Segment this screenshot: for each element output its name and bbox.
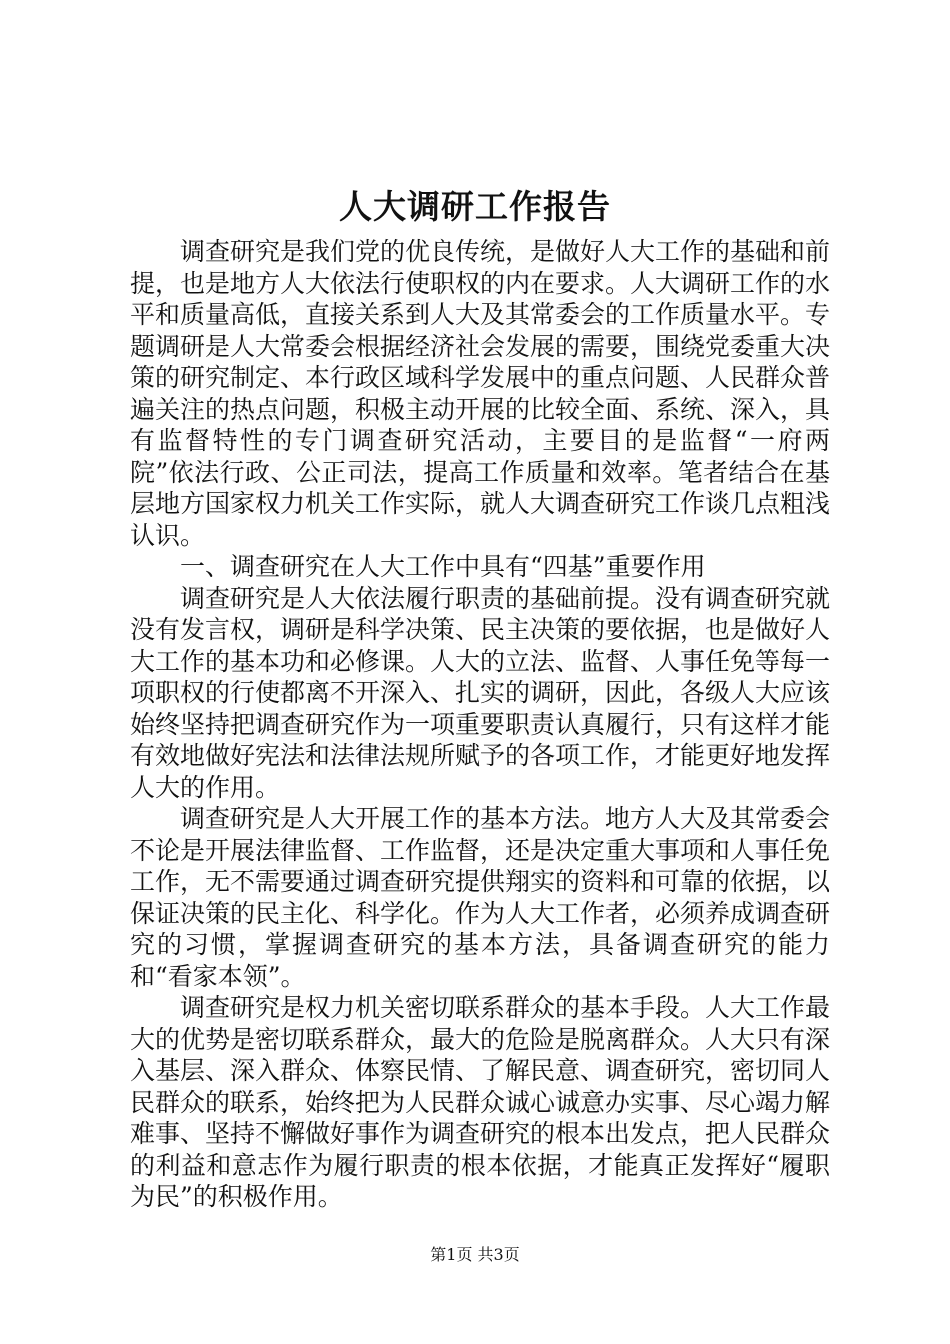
body-paragraph: 调查研究是人大依法履行职责的基础前提。没有调查研究就没有发言权，调研是科学决策、民主决策的要依据，也是做好人大工作的基本功和必修课。人大的立法、监督、人事任免等每一项职权的行使都离不开深入、扎实的调研，因此，各级人大应该始终坚持把调查研究作为一项重要职责认真履行，只有这样才能有效地做好宪法和法律法规所赋予的各项工作，才能更好地发挥人大的作用。 [130,583,831,802]
document-body [130,236,830,1213]
body-paragraph: 调查研究是人大开展工作的基本方法。地方人大及其常委会不论是开展法律监督、工作监督，还是决定重大事项和人事任免工作，无不需要通过调查研究提供翔实的资料和可靠的依据，以保证决策的民主化、科学化。作为人大工作者，必须养成调查研究的习惯，掌握调查研究的基本方法，具备调查研究的能力和“看家本领”。 [130,804,831,991]
page-footer: 第1页 共3页 [430,1245,520,1264]
body-paragraph: 调查研究是权力机关密切联系群众的基本手段。人大工作最大的优势是密切联系群众，最大的危险是脱离群众。人大只有深入基层、深入群众、体察民情、了解民意、调查研究，密切同人民群众的联系，始终把为人民群众诚心诚意办实事、尽心竭力解难事、坚持不懈做好事作为调查研究的根本出发点，把人民群众的利益和意志作为履行职责的根本依据，才能真正发挥好“履职为民”的积极作用。 [130,993,831,1211]
intro-paragraph: 调查研究是我们党的优良传统，是做好人大工作的基础和前提，也是地方人大依法行使职权的内在要求。人大调研工作的水平和质量高低，直接关系到人大及其常委会的工作质量水平。专题调研是人大常委会根据经济社会发展的需要，围绕党委重大决策的研究制定、本行政区域科学发展中的重点问题、人民群众普遍关注的热点问题，积极主动开展的比较全面、系统、深入，具有监督特性的专门调查研究活动，主要目的是监督“一府两院”依法行政、公正司法，提高工作质量和效率。笔者结合在基层地方国家权力机关工作实际，就人大调查研究工作谈几点粗浅认识。 [130,237,831,550]
document-title: 人大调研工作报告 [339,187,611,226]
section-heading: 一、调查研究在人大工作中具有“四基”重要作用 [180,552,706,581]
